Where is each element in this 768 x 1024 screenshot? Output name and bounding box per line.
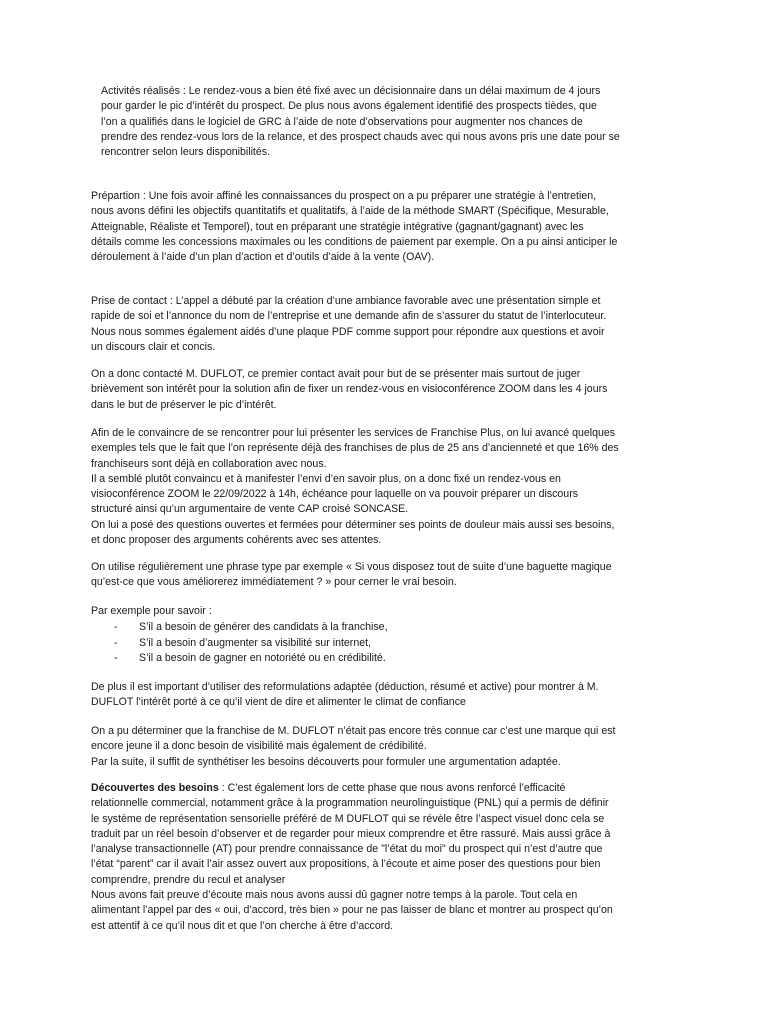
text-line: De plus il est important d’utiliser des reformulations adaptée (déduction, résumé et active) pour montrer à M.	[91, 681, 599, 693]
text-line: brièvement son intérêt pour la solution afin de fixer un rendez-vous en visioconférence ZOOM dans les 4 jours	[91, 383, 608, 396]
bullet-list	[114, 620, 514, 667]
text-line: détails comme les concessions maximales ou les conditions de paiement par exemple. On a pu ainsi anticiper le	[91, 235, 618, 248]
text-line: rapide de soi et l’annonce du nom de l’entreprise et une demande afin de s’assurer du statut de l’interlocuteur.	[91, 310, 607, 323]
text-line: On lui a posé des questions ouvertes et fermées pour déterminer ses points de douleur mais aussi ses besoins,	[91, 518, 615, 531]
text-line: Activités réalisés : Le rendez-vous a bien été fixé avec un décisionnaire dans un délai maximum de 4 jours	[101, 85, 601, 97]
list-item	[114, 636, 514, 652]
text-line: l’état “parent” car il avait l’air assez ouvert aux propositions, à l’écoute et aime poser des questions pour bien	[91, 858, 601, 871]
paragraph-decouvertes	[91, 781, 613, 934]
paragraph-reformulations	[91, 680, 599, 711]
bullet-dash: -	[114, 636, 118, 649]
text-line: pour garder le pic d’intérêt du prospect. De plus nous avons également identifié des prospects tièdes, que	[101, 100, 597, 113]
text-line: alimentant l’appel par des « oui, d’accord, très bien » pour ne pas laisser de blanc et montrer au prospect qu’on	[91, 904, 613, 917]
text-line: Par la suite, il suffit de synthétiser les besoins découverts pour formuler une argumentation adaptée.	[91, 755, 561, 768]
text-line: visioconférence ZOOM le 22/09/2022 à 14h, échéance pour laquelle on va pouvoir préparer un discours	[91, 488, 579, 501]
text-line: On a pu déterminer que la franchise de M. DUFLOT n’était pas encore très connue car c’est une marque qui est	[91, 725, 616, 737]
paragraph-duflot-contact	[91, 367, 607, 413]
bullet-text: S’il a besoin d’augmenter sa visibilité sur internet,	[139, 636, 372, 649]
text-line: Nous nous sommes également aidés d’une plaque PDF comme support pour répondre aux questions et avoir	[91, 325, 605, 338]
text-line: un discours clair et concis.	[91, 340, 216, 353]
text-line: relationnelle commercial, notamment grâce à la programmation neurolinguistique (PNL) qui a permis de définir	[91, 797, 609, 810]
text-line: déroulement à l’aide d’un plan d’action et d’outils d’aide à la vente (OAV).	[91, 251, 435, 264]
text-line: franchiseurs sont déjà en collaboration avec nous.	[91, 457, 327, 470]
bullet-text: S’il a besoin de gagner en notoriété ou en crédibilité.	[139, 652, 386, 665]
text-line: On utilise régulièrement une phrase type par exemple « Si vous disposez tout de suite d’une baguette magique	[91, 561, 612, 573]
paragraph-convaincre	[91, 426, 619, 548]
text-line: traduit par un réel besoin d’observer et de regarder pour mieux comprendre et être rassuré. Mais aussi grâce à	[91, 827, 611, 840]
text-line: est attentif à ce qu’il nous dit et que l’on cherche à être d’accord.	[91, 919, 394, 932]
text-line: encore jeune il a donc besoin de visibilité mais également de crédibilité.	[91, 740, 427, 753]
text-line: Atteignable, Réaliste et Temporel), tout en préparant une stratégie intégrative (gagnant/gagnant) avec les	[91, 220, 584, 233]
text-run: : C’est également lors de cette phase que nous avons renforcé l’efficacité	[218, 782, 566, 794]
list-item	[114, 620, 514, 636]
text-line: le système de représentation sensorielle préféré de M DUFLOT qui se révèle être l’aspect visuel donc cela se	[91, 812, 605, 825]
text-line: Prépartion : Une fois avoir affiné les connaissances du prospect on a pu préparer une stratégie à l’entretien,	[91, 190, 597, 202]
text-line	[91, 781, 613, 796]
text-line: nous avons défini les objectifs quantitatifs et qualitatifs, à l’aide de la méthode SMART (Spécifique, Mesurable,	[91, 205, 609, 218]
paragraph-preparation	[91, 189, 617, 265]
section-heading: Découvertes des besoins	[91, 782, 219, 794]
text-line: Nous avons fait preuve d’écoute mais nous avons aussi dû gagner notre temps à la parole. Tout cela en	[91, 889, 578, 902]
paragraph-exemple-intro	[91, 604, 212, 619]
text-line: Il a semblé plutôt convaincu et à manifester l’envi d’en savoir plus, on a donc fixé un rendez-vous en	[91, 472, 561, 485]
text-line: et donc proposer des arguments cohérents avec ses attentes.	[91, 534, 382, 547]
text-line: Par exemple pour savoir :	[91, 605, 212, 617]
bullet-dash: -	[114, 621, 118, 633]
text-line: DUFLOT l’intérêt porté à ce qu’il vient de dire et alimenter le climat de confiance	[91, 696, 466, 709]
list-item	[114, 651, 514, 667]
paragraph-prise-de-contact	[91, 294, 606, 355]
text-line: l’analyse transactionnelle (AT) pour prendre connaissance de "l’état du moi" du prospect qui n’est d’autre que	[91, 843, 603, 856]
paragraph-activites	[101, 84, 620, 160]
text-line: qu’est-ce que vous améliorerez immédiatement ? » pour cerner le vrai besoin.	[91, 576, 457, 589]
text-line: dans le but de préserver le pic d’intérêt.	[91, 398, 277, 411]
paragraph-phrase-type	[91, 560, 612, 591]
text-line: l’on a qualifiés dans le logiciel de GRC à l’aide de note d’observations pour augmenter nos chances de	[101, 115, 583, 128]
bullet-text: S’il a besoin de générer des candidats à la franchise,	[139, 621, 388, 633]
text-line: Prise de contact : L’appel a débuté par la création d’une ambiance favorable avec une présentation simple et	[91, 295, 601, 307]
paragraph-franchise	[91, 724, 615, 770]
text-line: structuré ainsi qu’un argumentaire de vente CAP croisé SONCASE.	[91, 503, 409, 516]
text-line: rencontrer selon leurs disponibilités.	[101, 146, 270, 159]
text-line: Afin de le convaincre de se rencontrer pour lui présenter les services de Franchise Plus, on lui avancé quelques	[91, 427, 616, 439]
text-line: prendre des rendez-vous lors de la relance, et des prospect chauds avec qui nous avons pris une date pour se	[101, 130, 620, 143]
bullet-dash: -	[114, 652, 118, 665]
text-line: comprendre, prendre du recul et analyser	[91, 873, 286, 886]
text-line: On a donc contacté M. DUFLOT, ce premier contact avait pour but de se présenter mais surtout de juger	[91, 368, 581, 380]
text-line: exemples tels que le fait que l’on représente déjà des franchises de plus de 25 ans d’ancienneté et que 16% des	[91, 442, 619, 455]
